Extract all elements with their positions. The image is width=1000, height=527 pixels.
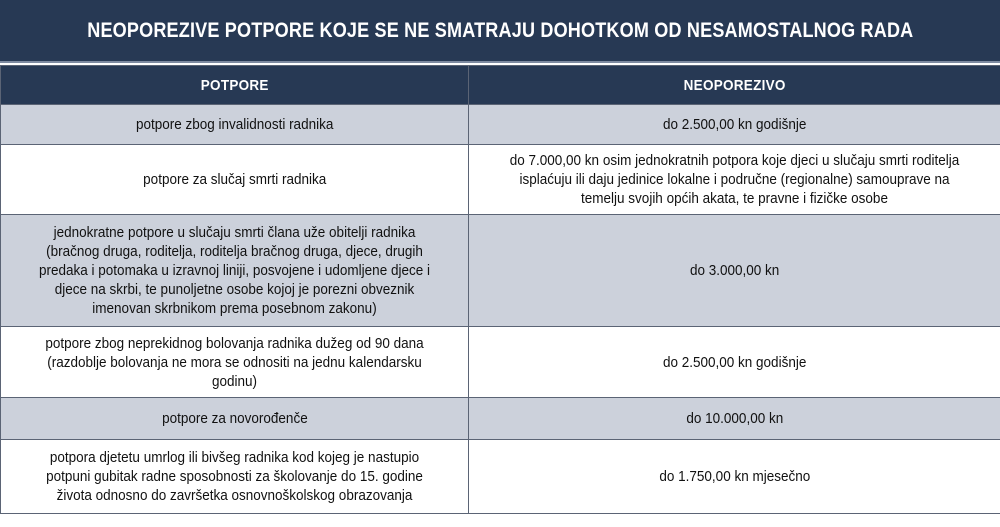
- cell-text: do 3.000,00 kn: [689, 262, 780, 279]
- cell-neoporezivo: [469, 105, 1000, 145]
- table-row: [1, 105, 1000, 145]
- cell-potpore: [1, 215, 469, 327]
- column-header-label: NEOPOREZIVO: [683, 76, 786, 94]
- cell-text: potpore zbog neprekidnog bolovanja radnika dužeg od 90 dana (razdoblje bolovanja ne mora se odnositi na jednu kalendarsku godinu): [45, 334, 424, 390]
- page-title: NEOPOREZIVE POTPORE KOJE SE NE SMATRAJU DOHOTKOM OD NESAMOSTALNOG RADA: [86, 18, 914, 42]
- column-header-neoporezivo: [469, 66, 1000, 105]
- cell-text: potpore zbog invalidnosti radnika: [135, 116, 334, 133]
- column-header-label: POTPORE: [200, 76, 269, 94]
- cell-text: do 2.500,00 kn godišnje: [662, 116, 807, 133]
- column-header-potpore: [1, 66, 469, 105]
- table-row: [1, 145, 1000, 215]
- cell-neoporezivo: [469, 145, 1000, 215]
- title-bar: [0, 0, 1000, 63]
- cell-text: do 1.750,00 kn mjesečno: [659, 468, 810, 485]
- cell-potpore: [1, 398, 469, 440]
- table-row: [1, 398, 1000, 440]
- table-row: [1, 440, 1000, 514]
- cell-text: do 7.000,00 kn osim jednokratnih potpora koje djeci u slučaju smrti roditelja isplaćuju ili daju jedinice lokalne i područne (regionalne) samouprave na temelju svojih općih akata, te pravne i fizičke osobe: [509, 152, 960, 207]
- cell-text: jednokratne potpore u slučaju smrti člana uže obitelji radnika (bračnog druga, roditelja, roditelja bračnog druga, djece, drugih predaka i potomaka u izravnoj liniji, posvojene i udomljene djece i djece na skrbi, te punoljetne osobe kojoj je porezni obveznik imenovan skrbnikom prema posebnom zakonu): [39, 224, 430, 317]
- cell-neoporezivo: [469, 440, 1000, 514]
- table-row: [1, 215, 1000, 327]
- potpore-table: [0, 65, 1000, 514]
- cell-potpore: [1, 145, 469, 215]
- cell-neoporezivo: [469, 327, 1000, 398]
- cell-text: do 10.000,00 kn: [686, 410, 783, 427]
- cell-text: potpore za slučaj smrti radnika: [142, 171, 327, 188]
- cell-text: potpore za novorođenče: [161, 410, 308, 427]
- cell-potpore: [1, 440, 469, 514]
- cell-text: potpora djetetu umrlog ili bivšeg radnika kod kojeg je nastupio potpuni gubitak radne sposobnosti za školovanje do 15. godine života odnosno do završetka osnovnoškolskog obrazovanja: [46, 449, 423, 504]
- cell-text: do 2.500,00 kn godišnje: [662, 353, 807, 371]
- cell-neoporezivo: [469, 398, 1000, 440]
- cell-neoporezivo: [469, 215, 1000, 327]
- cell-potpore: [1, 327, 469, 398]
- table-row: [1, 327, 1000, 398]
- table-header-row: [1, 66, 1000, 105]
- cell-potpore: [1, 105, 469, 145]
